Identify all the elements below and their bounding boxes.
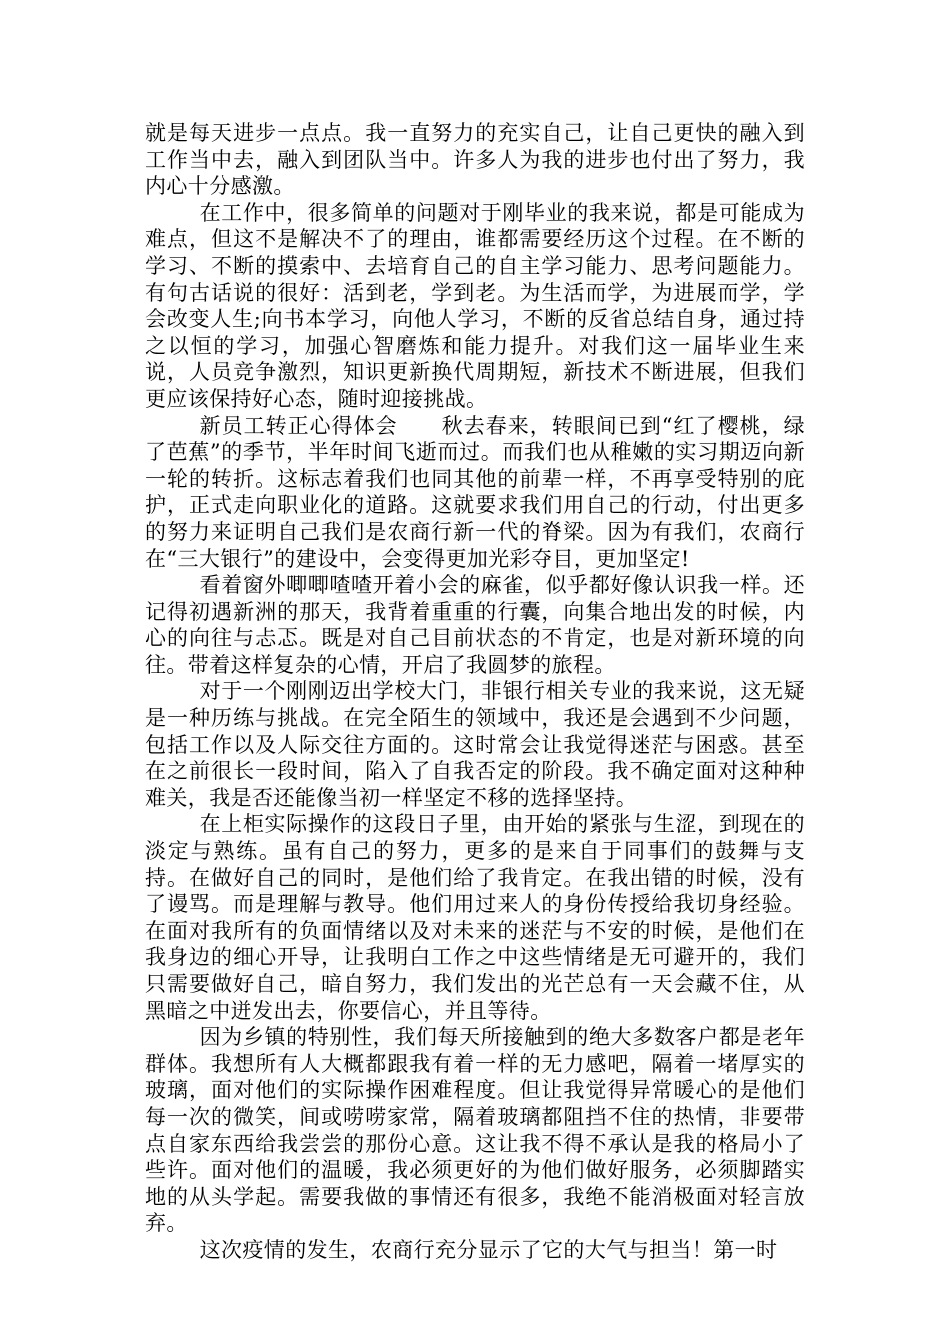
paragraph-2: 在工作中，很多简单的问题对于刚毕业的我来说，都是可能成为难点，但这不是解决不了的理由，谁都需要经历这个过程。在不断的学习、不断的摸索中、去培育自己的自主学习能力、思考问题能力。有句古话说的很好：活到老，学到老。为生活而学，为进展而学，学会改变人生;向书本学习，向他人学习，不断的反省总结自身，通过持之以恒的学习，加强心智磨炼和能力提升。对我们这一届毕业生来说，人员竞争激烈，知识更新换代周期短，新技术不断进展，但我们更应该保持好心态，随时迎接挑战。 [145,200,805,411]
paragraph-5: 对于一个刚刚迈出学校大门，非银行相关专业的我来说，这无疑是一种历练与挑战。在完全陌生的领域中，我还是会遇到不少问题，包括工作以及人际交往方面的。这时常会让我觉得迷茫与困惑。甚至在之前很长一段时间，陷入了自我否定的阶段。我不确定面对这种种难关，我是否还能像当初一样坚定不移的选择坚持。 [145,679,805,810]
paragraph-6: 在上柜实际操作的这段日子里，由开始的紧张与生涩，到现在的淡定与熟练。虽有自己的努力，更多的是来自于同事们的鼓舞与支持。在做好自己的同时，是他们给了我肯定。在我出错的时候，没有了谩骂。而是理解与教导。他们用过来人的身份传授给我切身经验。在面对我所有的负面情绪以及对未来的迷茫与不安的时候，是他们在我身边的细心开导，让我明白工作之中这些情绪是无可避开的，我们只需要做好自己，暗自努力，我们发出的光芒总有一天会藏不住，从黑暗之中迸发出去，你要信心，并且等待。 [145,812,805,1023]
paragraph-4: 看着窗外唧唧喳喳开着小会的麻雀，似乎都好像认识我一样。还记得初遇新洲的那天，我背着重重的行囊，向集合地出发的时候，内心的向往与忐忑。既是对自己目前状态的不肯定，也是对新环境的向往。带着这样复杂的心情，开启了我圆梦的旅程。 [145,573,805,677]
document-body [145,120,805,1264]
paragraph-1: 就是每天进步一点点。我一直努力的充实自己，让自己更快的融入到工作当中去，融入到团队当中。许多人为我的进步也付出了努力，我内心十分感激。 [145,121,805,199]
paragraph-7: 因为乡镇的特别性，我们每天所接触到的绝大多数客户都是老年群体。我想所有人大概都跟我有着一样的无力感吧，隔着一堵厚实的玻璃，面对他们的实际操作困难程度。但让我觉得异常暖心的是他们每一次的微笑，间或唠唠家常，隔着玻璃都阻挡不住的热情，非要带点自家东西给我尝尝的那份心意。这让我不得不承认是我的格局小了些许。面对他们的温暖，我必须更好的为他们做好服务，必须脚踏实地的从头学起。需要我做的事情还有很多，我绝不能消极面对轻言放弃。 [145,1025,805,1236]
paragraph-8: 这次疫情的发生，农商行充分显示了它的大气与担当！第一时 [199,1237,778,1262]
paragraph-3: 新员工转正心得体会 秋去春来，转眼间已到“红了樱桃，绿了芭蕉”的季节，半年时间飞逝而过。而我们也从稚嫩的实习期迈向新一轮的转折。这标志着我们也同其他的前辈一样，不再享受特别的庇护，正式走向职业化的道路。这就要求我们用自己的行动，付出更多的努力来证明自己我们是农商行新一代的脊梁。因为有我们，农商行在“三大银行”的建设中，会变得更加光彩夺目，更加坚定! [145,413,805,571]
